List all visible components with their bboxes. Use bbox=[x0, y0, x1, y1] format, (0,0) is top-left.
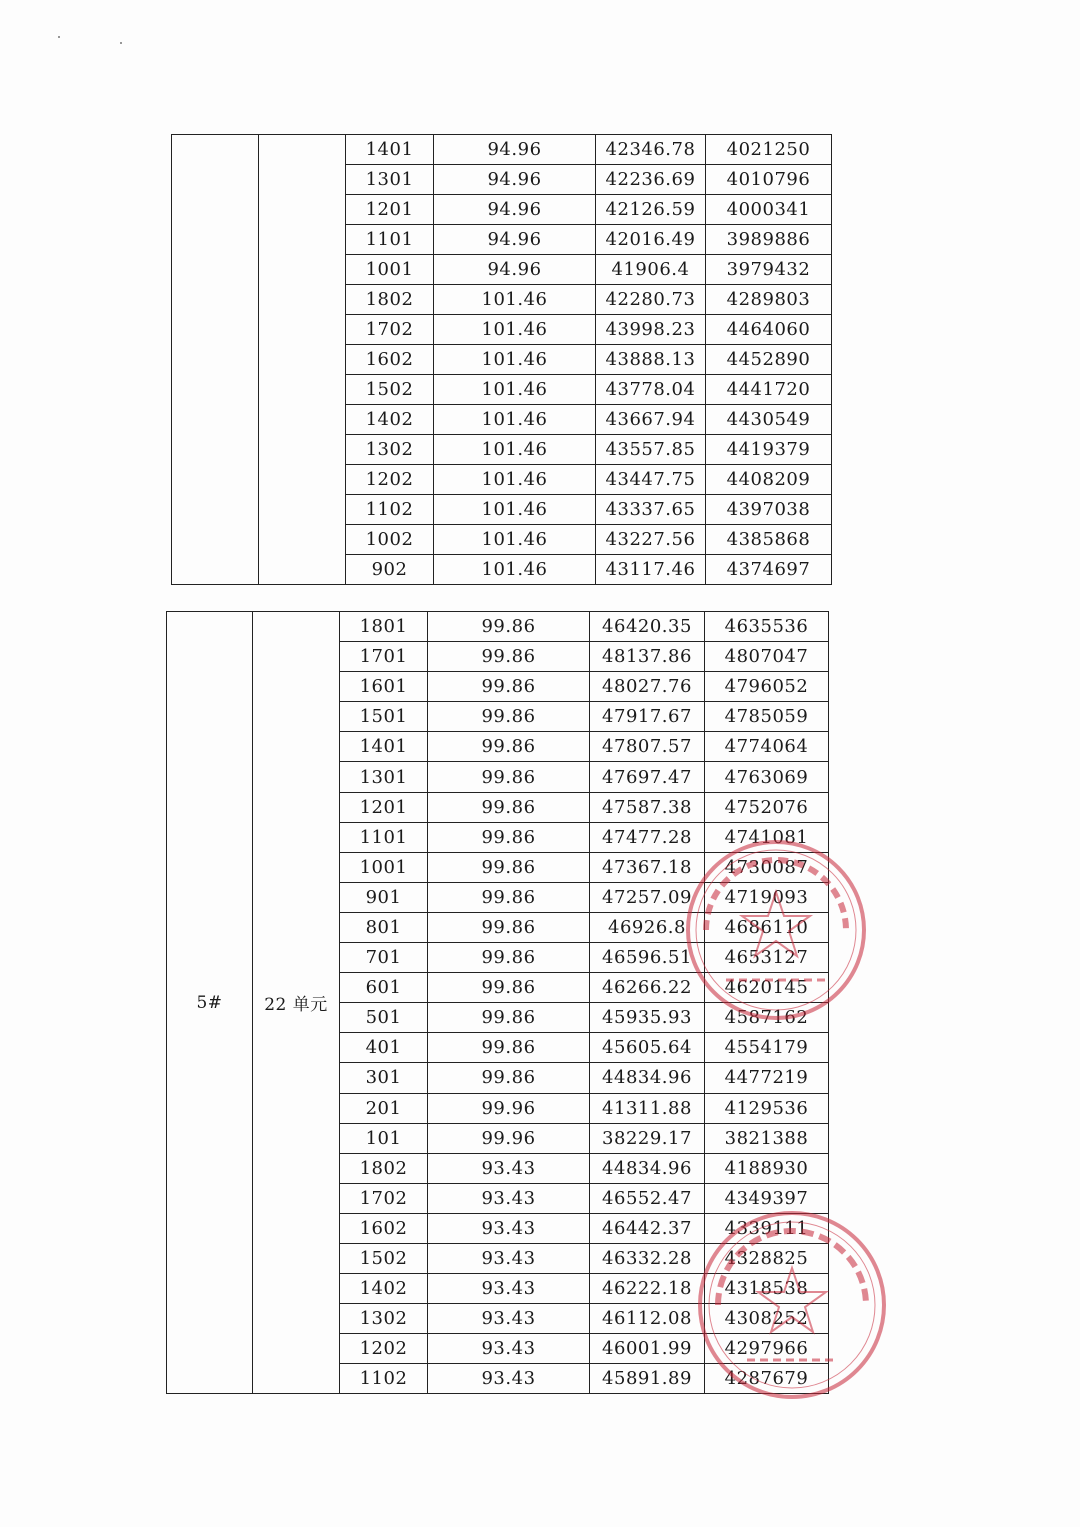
area-cell: 99.86 bbox=[428, 732, 590, 762]
room-number-cell: 1602 bbox=[340, 1213, 428, 1243]
room-number-cell: 1402 bbox=[346, 405, 434, 435]
total-price-cell: 4385868 bbox=[706, 525, 832, 555]
total-price-cell: 4287679 bbox=[705, 1364, 829, 1394]
unit-price-cell: 47917.67 bbox=[590, 702, 705, 732]
area-cell: 93.43 bbox=[428, 1183, 590, 1213]
room-number-cell: 1702 bbox=[340, 1183, 428, 1213]
unit-price-cell: 45891.89 bbox=[590, 1364, 705, 1394]
area-cell: 94.96 bbox=[434, 195, 596, 225]
room-number-cell: 1401 bbox=[346, 135, 434, 165]
area-cell: 101.46 bbox=[434, 525, 596, 555]
unit-price-cell: 46001.99 bbox=[590, 1334, 705, 1364]
room-number-cell: 801 bbox=[340, 912, 428, 942]
total-price-cell: 4452890 bbox=[706, 345, 832, 375]
total-price-cell: 4653127 bbox=[705, 943, 829, 973]
area-cell: 101.46 bbox=[434, 405, 596, 435]
area-cell: 101.46 bbox=[434, 315, 596, 345]
room-number-cell: 1002 bbox=[346, 525, 434, 555]
room-number-cell: 1301 bbox=[340, 762, 428, 792]
unit-price-cell: 46222.18 bbox=[590, 1274, 705, 1304]
area-cell: 99.86 bbox=[428, 912, 590, 942]
total-price-cell: 4188930 bbox=[705, 1153, 829, 1183]
area-cell: 93.43 bbox=[428, 1274, 590, 1304]
room-number-cell: 1601 bbox=[340, 672, 428, 702]
total-price-cell: 4308252 bbox=[705, 1304, 829, 1334]
total-price-cell: 4477219 bbox=[705, 1063, 829, 1093]
total-price-cell: 4807047 bbox=[705, 642, 829, 672]
area-cell: 93.43 bbox=[428, 1334, 590, 1364]
area-cell: 94.96 bbox=[434, 255, 596, 285]
room-number-cell: 701 bbox=[340, 943, 428, 973]
unit-price-cell: 42016.49 bbox=[596, 225, 706, 255]
area-cell: 99.86 bbox=[428, 792, 590, 822]
area-cell: 93.43 bbox=[428, 1364, 590, 1394]
total-price-cell: 4785059 bbox=[705, 702, 829, 732]
unit-cell bbox=[259, 135, 346, 585]
room-number-cell: 401 bbox=[340, 1033, 428, 1063]
area-cell: 99.96 bbox=[428, 1093, 590, 1123]
unit-price-cell: 42346.78 bbox=[596, 135, 706, 165]
unit-price-cell: 47367.18 bbox=[590, 852, 705, 882]
total-price-cell: 4021250 bbox=[706, 135, 832, 165]
unit-price-cell: 42126.59 bbox=[596, 195, 706, 225]
area-cell: 101.46 bbox=[434, 465, 596, 495]
total-price-cell: 4349397 bbox=[705, 1183, 829, 1213]
room-number-cell: 1202 bbox=[340, 1334, 428, 1364]
total-price-cell: 4408209 bbox=[706, 465, 832, 495]
room-number-cell: 1701 bbox=[340, 642, 428, 672]
unit-price-cell: 46112.08 bbox=[590, 1304, 705, 1334]
unit-price-cell: 46442.37 bbox=[590, 1213, 705, 1243]
total-price-cell: 4796052 bbox=[705, 672, 829, 702]
total-price-cell: 4419379 bbox=[706, 435, 832, 465]
unit-price-cell: 46420.35 bbox=[590, 612, 705, 642]
room-number-cell: 1001 bbox=[346, 255, 434, 285]
room-number-cell: 1502 bbox=[340, 1243, 428, 1273]
area-cell: 93.43 bbox=[428, 1213, 590, 1243]
unit-price-cell: 43227.56 bbox=[596, 525, 706, 555]
area-cell: 99.86 bbox=[428, 642, 590, 672]
area-cell: 101.46 bbox=[434, 555, 596, 585]
unit-price-cell: 48027.76 bbox=[590, 672, 705, 702]
unit-price-cell: 47587.38 bbox=[590, 792, 705, 822]
total-price-cell: 4774064 bbox=[705, 732, 829, 762]
area-cell: 101.46 bbox=[434, 345, 596, 375]
area-cell: 99.96 bbox=[428, 1123, 590, 1153]
area-cell: 93.43 bbox=[428, 1243, 590, 1273]
total-price-cell: 4397038 bbox=[706, 495, 832, 525]
unit-price-cell: 43337.65 bbox=[596, 495, 706, 525]
total-price-cell: 4318538 bbox=[705, 1274, 829, 1304]
room-number-cell: 601 bbox=[340, 973, 428, 1003]
unit-price-cell: 43998.23 bbox=[596, 315, 706, 345]
area-cell: 99.86 bbox=[428, 1033, 590, 1063]
unit-price-cell: 38229.17 bbox=[590, 1123, 705, 1153]
unit-cell: 22 单元 bbox=[253, 612, 340, 1394]
unit-price-cell: 41311.88 bbox=[590, 1093, 705, 1123]
scan-speck bbox=[120, 42, 122, 44]
area-cell: 99.86 bbox=[428, 702, 590, 732]
total-price-cell: 4430549 bbox=[706, 405, 832, 435]
area-cell: 94.96 bbox=[434, 135, 596, 165]
unit-price-cell: 46332.28 bbox=[590, 1243, 705, 1273]
unit-price-cell: 47477.28 bbox=[590, 822, 705, 852]
total-price-cell: 4752076 bbox=[705, 792, 829, 822]
unit-price-cell: 46596.51 bbox=[590, 943, 705, 973]
table-row bbox=[167, 612, 829, 642]
area-cell: 93.43 bbox=[428, 1153, 590, 1183]
unit-price-cell: 41906.4 bbox=[596, 255, 706, 285]
total-price-cell: 4010796 bbox=[706, 165, 832, 195]
unit-price-cell: 43117.46 bbox=[596, 555, 706, 585]
room-number-cell: 1301 bbox=[346, 165, 434, 195]
room-number-cell: 1101 bbox=[346, 225, 434, 255]
room-number-cell: 101 bbox=[340, 1123, 428, 1153]
total-price-cell: 4587162 bbox=[705, 1003, 829, 1033]
unit-price-cell: 42280.73 bbox=[596, 285, 706, 315]
room-number-cell: 1001 bbox=[340, 852, 428, 882]
room-number-cell: 1201 bbox=[340, 792, 428, 822]
room-number-cell: 1202 bbox=[346, 465, 434, 495]
area-cell: 93.43 bbox=[428, 1304, 590, 1334]
room-number-cell: 1402 bbox=[340, 1274, 428, 1304]
room-number-cell: 1101 bbox=[340, 822, 428, 852]
total-price-cell: 4000341 bbox=[706, 195, 832, 225]
unit-price-cell: 42236.69 bbox=[596, 165, 706, 195]
area-cell: 101.46 bbox=[434, 375, 596, 405]
unit-price-cell: 44834.96 bbox=[590, 1153, 705, 1183]
room-number-cell: 1302 bbox=[340, 1304, 428, 1334]
area-cell: 101.46 bbox=[434, 285, 596, 315]
total-price-cell: 4763069 bbox=[705, 762, 829, 792]
total-price-cell: 4620145 bbox=[705, 973, 829, 1003]
room-number-cell: 1102 bbox=[340, 1364, 428, 1394]
room-number-cell: 902 bbox=[346, 555, 434, 585]
room-number-cell: 901 bbox=[340, 882, 428, 912]
area-cell: 101.46 bbox=[434, 435, 596, 465]
area-cell: 101.46 bbox=[434, 495, 596, 525]
unit-price-cell: 43447.75 bbox=[596, 465, 706, 495]
price-table-2 bbox=[166, 611, 829, 1394]
room-number-cell: 1401 bbox=[340, 732, 428, 762]
total-price-cell: 4686110 bbox=[705, 912, 829, 942]
total-price-cell: 4730087 bbox=[705, 852, 829, 882]
room-number-cell: 1302 bbox=[346, 435, 434, 465]
total-price-cell: 4328825 bbox=[705, 1243, 829, 1273]
unit-price-cell: 43557.85 bbox=[596, 435, 706, 465]
area-cell: 99.86 bbox=[428, 973, 590, 1003]
building-cell bbox=[172, 135, 259, 585]
building-cell: 5# bbox=[167, 612, 253, 1394]
area-cell: 99.86 bbox=[428, 1003, 590, 1033]
table-row bbox=[172, 135, 832, 165]
unit-price-cell: 46552.47 bbox=[590, 1183, 705, 1213]
area-cell: 94.96 bbox=[434, 225, 596, 255]
room-number-cell: 1602 bbox=[346, 345, 434, 375]
area-cell: 99.86 bbox=[428, 612, 590, 642]
area-cell: 99.86 bbox=[428, 943, 590, 973]
total-price-cell: 4741081 bbox=[705, 822, 829, 852]
total-price-cell: 4297966 bbox=[705, 1334, 829, 1364]
total-price-cell: 4374697 bbox=[706, 555, 832, 585]
total-price-cell: 4554179 bbox=[705, 1033, 829, 1063]
room-number-cell: 1201 bbox=[346, 195, 434, 225]
area-cell: 99.86 bbox=[428, 882, 590, 912]
area-cell: 99.86 bbox=[428, 1063, 590, 1093]
total-price-cell: 4464060 bbox=[706, 315, 832, 345]
area-cell: 99.86 bbox=[428, 852, 590, 882]
room-number-cell: 1502 bbox=[346, 375, 434, 405]
total-price-cell: 3821388 bbox=[705, 1123, 829, 1153]
total-price-cell: 4441720 bbox=[706, 375, 832, 405]
total-price-cell: 4719093 bbox=[705, 882, 829, 912]
room-number-cell: 1801 bbox=[340, 612, 428, 642]
unit-price-cell: 47257.09 bbox=[590, 882, 705, 912]
area-cell: 94.96 bbox=[434, 165, 596, 195]
scan-speck bbox=[58, 36, 60, 38]
unit-price-cell: 47807.57 bbox=[590, 732, 705, 762]
room-number-cell: 1501 bbox=[340, 702, 428, 732]
unit-price-cell: 47697.47 bbox=[590, 762, 705, 792]
room-number-cell: 301 bbox=[340, 1063, 428, 1093]
total-price-cell: 3989886 bbox=[706, 225, 832, 255]
total-price-cell: 4339111 bbox=[705, 1213, 829, 1243]
total-price-cell: 3979432 bbox=[706, 255, 832, 285]
room-number-cell: 1702 bbox=[346, 315, 434, 345]
unit-price-cell: 43667.94 bbox=[596, 405, 706, 435]
unit-price-cell: 43778.04 bbox=[596, 375, 706, 405]
room-number-cell: 1802 bbox=[346, 285, 434, 315]
area-cell: 99.86 bbox=[428, 762, 590, 792]
room-number-cell: 201 bbox=[340, 1093, 428, 1123]
unit-price-cell: 48137.86 bbox=[590, 642, 705, 672]
unit-price-cell: 45605.64 bbox=[590, 1033, 705, 1063]
room-number-cell: 501 bbox=[340, 1003, 428, 1033]
total-price-cell: 4129536 bbox=[705, 1093, 829, 1123]
total-price-cell: 4635536 bbox=[705, 612, 829, 642]
unit-price-cell: 44834.96 bbox=[590, 1063, 705, 1093]
unit-price-cell: 43888.13 bbox=[596, 345, 706, 375]
unit-price-cell: 46926.8 bbox=[590, 912, 705, 942]
area-cell: 99.86 bbox=[428, 672, 590, 702]
room-number-cell: 1102 bbox=[346, 495, 434, 525]
total-price-cell: 4289803 bbox=[706, 285, 832, 315]
area-cell: 99.86 bbox=[428, 822, 590, 852]
price-table-1 bbox=[171, 134, 832, 585]
room-number-cell: 1802 bbox=[340, 1153, 428, 1183]
unit-price-cell: 46266.22 bbox=[590, 973, 705, 1003]
unit-price-cell: 45935.93 bbox=[590, 1003, 705, 1033]
